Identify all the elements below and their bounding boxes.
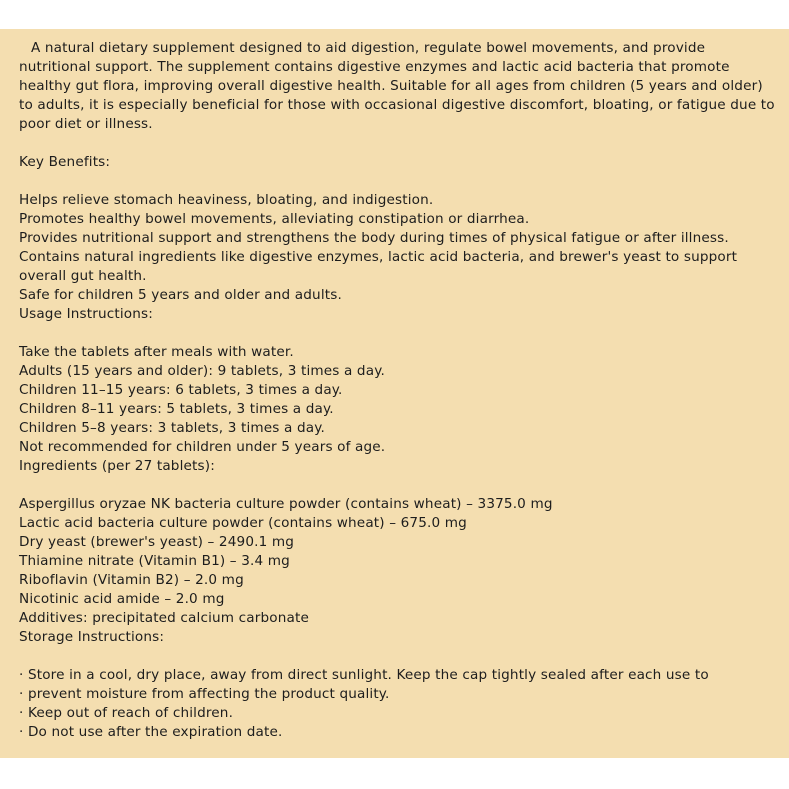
ingredient-item: Additives: precipitated calcium carbonate — [19, 610, 309, 626]
storage-item: · Keep out of reach of children. — [19, 705, 234, 721]
storage-item: · Store in a cool, dry place, away from direct sunlight. Keep the cap tightly sealed after each use to — [19, 667, 709, 683]
spacer — [19, 134, 775, 153]
spacer — [19, 647, 775, 666]
ingredient-item: Riboflavin (Vitamin B2) – 2.0 mg — [19, 572, 244, 588]
ingredient-item: Nicotinic acid amide – 2.0 mg — [19, 591, 225, 607]
ingredient-item: Dry yeast (brewer's yeast) – 2490.1 mg — [19, 534, 295, 550]
usage-item: Not recommended for children under 5 years of age. — [19, 439, 386, 455]
usage-item: Children 8–11 years: 5 tablets, 3 times a day. — [19, 401, 334, 417]
product-description-panel — [0, 29, 789, 758]
benefit-item: Contains natural ingredients like digestive enzymes, lactic acid bacteria, and brewer's yeast to support overall gut health. — [19, 249, 738, 284]
benefit-item: Safe for children 5 years and older and adults. — [19, 287, 342, 303]
storage-item: · Do not use after the expiration date. — [19, 724, 283, 740]
storage-heading: Storage Instructions: — [19, 629, 165, 645]
usage-item: Take the tablets after meals with water. — [19, 344, 294, 360]
benefit-item: Provides nutritional support and strengthens the body during times of physical fatigue or after illness. — [19, 230, 729, 246]
ingredients-heading: Ingredients (per 27 tablets): — [19, 458, 215, 474]
ingredient-item: Aspergillus oryzae NK bacteria culture powder (contains wheat) – 3375.0 mg — [19, 496, 553, 512]
spacer — [19, 324, 775, 343]
usage-item: Adults (15 years and older): 9 tablets, 3 times a day. — [19, 363, 385, 379]
spacer — [19, 172, 775, 191]
spacer — [19, 476, 775, 495]
key-benefits-heading: Key Benefits: — [19, 154, 111, 170]
usage-heading: Usage Instructions: — [19, 306, 153, 322]
ingredient-item: Lactic acid bacteria culture powder (contains wheat) – 675.0 mg — [19, 515, 467, 531]
benefit-item: Helps relieve stomach heaviness, bloating, and indigestion. — [19, 192, 434, 208]
storage-item: · prevent moisture from affecting the product quality. — [19, 686, 390, 702]
ingredient-item: Thiamine nitrate (Vitamin B1) – 3.4 mg — [19, 553, 290, 569]
intro-paragraph: A natural dietary supplement designed to aid digestion, regulate bowel movements, and provide nutritional support. The supplement contains digestive enzymes and lactic acid bacteria that promote healthy gut flora, improving overall digestive health. Suitable for all ages from children (5 years and older) to adults, it is especially beneficial for those with occasional digestive discomfort, bloating, or fatigue due to poor diet or illness. — [19, 40, 775, 132]
usage-item: Children 5–8 years: 3 tablets, 3 times a day. — [19, 420, 325, 436]
benefit-item: Promotes healthy bowel movements, alleviating constipation or diarrhea. — [19, 211, 530, 227]
usage-item: Children 11–15 years: 6 tablets, 3 times a day. — [19, 382, 343, 398]
